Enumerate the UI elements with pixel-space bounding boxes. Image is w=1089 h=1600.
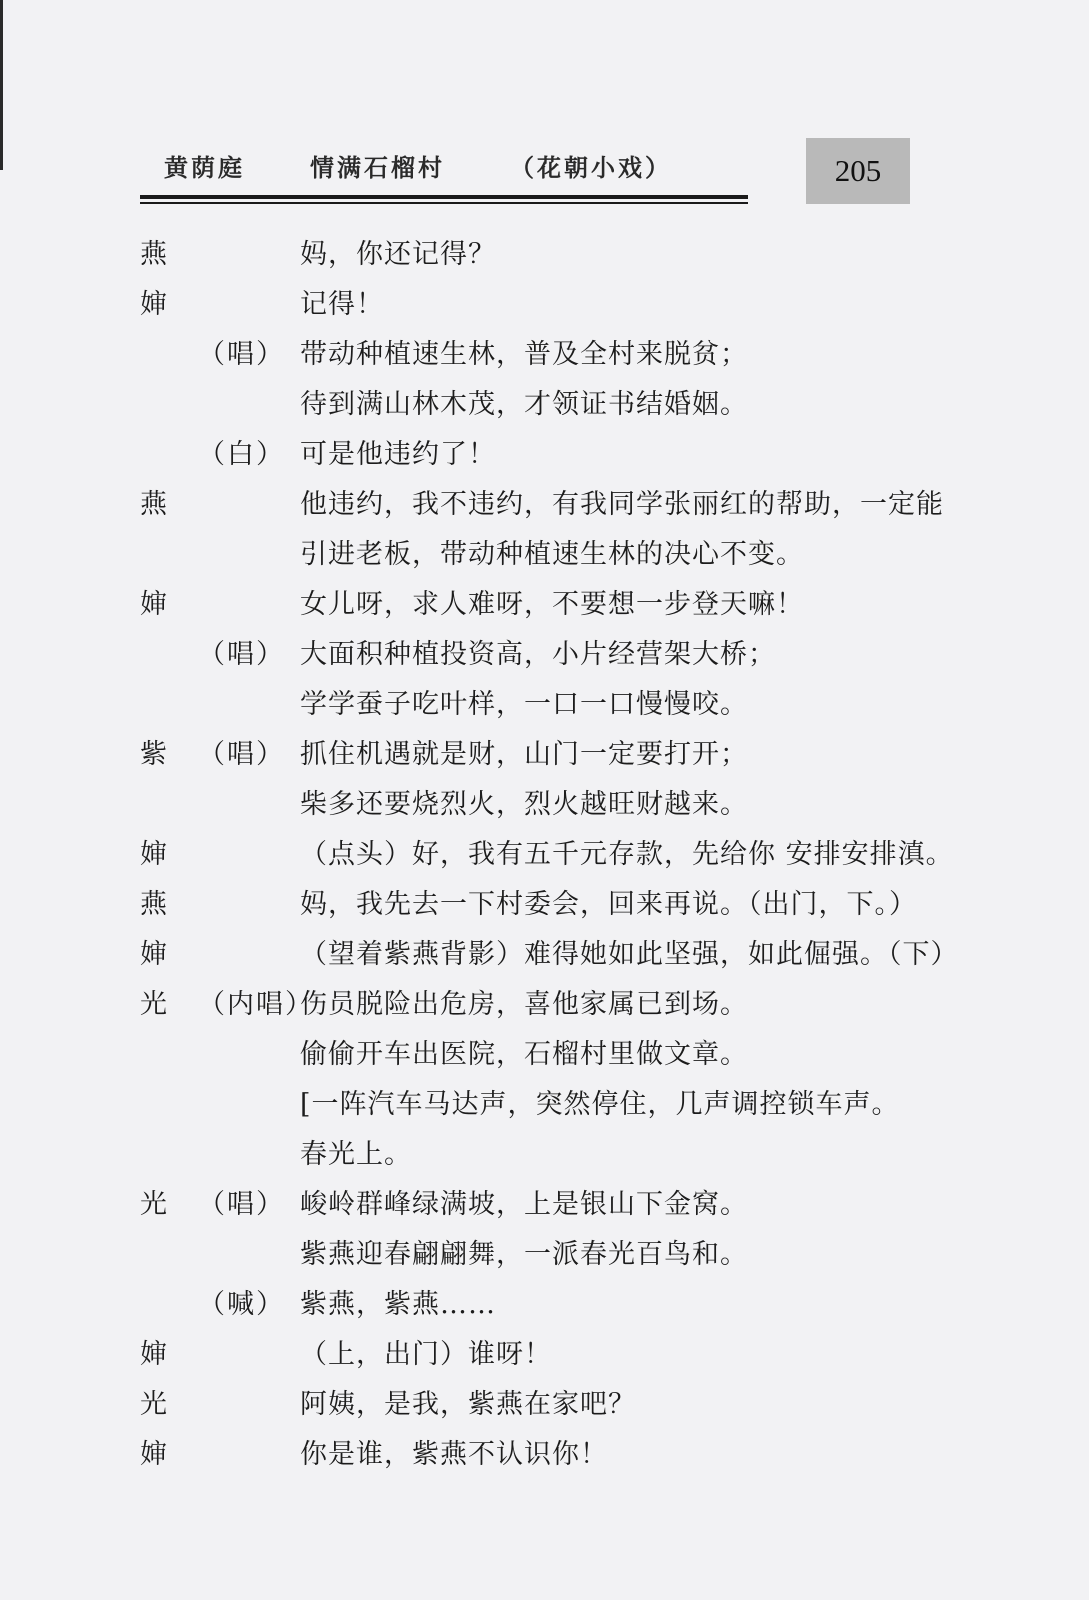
script-line bbox=[140, 1130, 940, 1180]
script-line bbox=[140, 1030, 940, 1080]
script-line bbox=[140, 780, 940, 830]
script-line bbox=[140, 1380, 940, 1430]
dialogue-text: 偷偷开车出医院，石榴村里做文章。 bbox=[300, 1039, 748, 1070]
speaker-name: 光 bbox=[140, 1389, 167, 1420]
script-line bbox=[140, 330, 940, 380]
script-line bbox=[140, 380, 940, 430]
dialogue-text: 妈，你还记得？ bbox=[300, 239, 496, 270]
speaker-name: 婶 bbox=[140, 1339, 167, 1370]
dialogue-text: （望着紫燕背影）难得她如此坚强，如此倔强。（下） bbox=[300, 939, 959, 970]
script-line bbox=[140, 1280, 940, 1330]
dialogue-text: 峻岭群峰绿满坡，上是银山下金窝。 bbox=[300, 1189, 748, 1220]
speaker-name: 燕 bbox=[140, 889, 167, 920]
dialogue-text: [一阵汽车马达声，突然停住，几声调控锁车声。 bbox=[300, 1089, 900, 1120]
dialogue-text: 伤员脱险出危房，喜他家属已到场。 bbox=[300, 989, 748, 1020]
speaker-name: 燕 bbox=[140, 239, 167, 270]
dialogue-text: 学学蚕子吃叶样，一口一口慢慢咬。 bbox=[300, 689, 748, 720]
script-line bbox=[140, 1080, 940, 1130]
speaker-name: 婶 bbox=[140, 1439, 167, 1470]
page-number: 205 bbox=[834, 153, 882, 188]
speaker-name: 婶 bbox=[140, 839, 167, 870]
dialogue-text: 女儿呀，求人难呀，不要想一步登天嘛！ bbox=[300, 589, 804, 620]
speaker-name: 紫 bbox=[140, 739, 167, 770]
dialogue-text: 带动种植速生林，普及全村来脱贫； bbox=[300, 339, 748, 370]
script-line bbox=[140, 480, 944, 530]
dialogue-text: 引进老板，带动种植速生林的决心不变。 bbox=[300, 539, 804, 570]
script-line bbox=[140, 230, 940, 280]
speaker-name: 燕 bbox=[140, 489, 167, 520]
speaker-name: 婶 bbox=[140, 589, 167, 620]
script-line bbox=[140, 1330, 940, 1380]
dialogue-text: 你是谁，紫燕不认识你！ bbox=[300, 1439, 608, 1470]
stage-direction: （唱） bbox=[198, 1189, 285, 1220]
stage-direction: （喊） bbox=[198, 1289, 285, 1320]
script-line bbox=[140, 930, 959, 980]
script-line bbox=[140, 280, 940, 330]
script-line bbox=[140, 980, 940, 1030]
script-line bbox=[140, 580, 940, 630]
stage-direction: （唱） bbox=[198, 339, 285, 370]
script-line bbox=[140, 880, 940, 930]
script-line bbox=[140, 530, 940, 580]
script-line bbox=[140, 1430, 940, 1480]
speaker-name: 婶 bbox=[140, 939, 167, 970]
header-genre: （花朝小戏） bbox=[510, 153, 672, 182]
dialogue-text: 妈，我先去一下村委会，回来再说。（出门，下。） bbox=[300, 889, 917, 920]
dialogue-text: 抓住机遇就是财，山门一定要打开； bbox=[300, 739, 748, 770]
script-line bbox=[140, 1180, 940, 1230]
script-line bbox=[140, 730, 940, 780]
header-rule-thick bbox=[140, 195, 748, 199]
script-line bbox=[140, 1230, 940, 1280]
dialogue-text: 紫燕，紫燕…… bbox=[300, 1289, 496, 1320]
dialogue-text: 可是他违约了！ bbox=[300, 439, 496, 470]
header-title: 情满石榴村 bbox=[310, 153, 445, 182]
script-line bbox=[140, 830, 954, 880]
stage-direction: （白） bbox=[198, 439, 285, 470]
speaker-name: 光 bbox=[140, 989, 167, 1020]
stage-direction: （唱） bbox=[198, 639, 285, 670]
script-line bbox=[140, 680, 940, 730]
page-edge-shadow bbox=[0, 0, 3, 170]
dialogue-text: 紫燕迎春翩翩舞，一派春光百鸟和。 bbox=[300, 1239, 748, 1270]
dialogue-text: （上，出门）谁呀！ bbox=[300, 1339, 552, 1370]
dialogue-text: 他违约，我不违约，有我同学张丽红的帮助，一定能 bbox=[300, 489, 944, 520]
dialogue-text: 待到满山林木茂，才领证书结婚姻。 bbox=[300, 389, 748, 420]
script-line bbox=[140, 630, 940, 680]
page-number-box bbox=[806, 138, 910, 204]
dialogue-text: 大面积种植投资高，小片经营架大桥； bbox=[300, 639, 776, 670]
speaker-name: 光 bbox=[140, 1189, 167, 1220]
speaker-name: 婶 bbox=[140, 289, 167, 320]
dialogue-text: 记得！ bbox=[300, 289, 384, 320]
dialogue-text: 柴多还要烧烈火，烈火越旺财越来。 bbox=[300, 789, 748, 820]
stage-direction: （内唱） bbox=[198, 989, 314, 1020]
dialogue-text: 春光上。 bbox=[300, 1139, 412, 1170]
dialogue-text: （点头）好，我有五千元存款，先给你 安排安排滇。 bbox=[300, 839, 954, 870]
stage-direction: （唱） bbox=[198, 739, 285, 770]
dialogue-text: 阿姨，是我，紫燕在家吧？ bbox=[300, 1389, 636, 1420]
header-rule-thin bbox=[140, 202, 748, 204]
script-body bbox=[140, 230, 959, 1480]
script-line bbox=[140, 430, 940, 480]
header-author: 黄荫庭 bbox=[164, 153, 245, 182]
